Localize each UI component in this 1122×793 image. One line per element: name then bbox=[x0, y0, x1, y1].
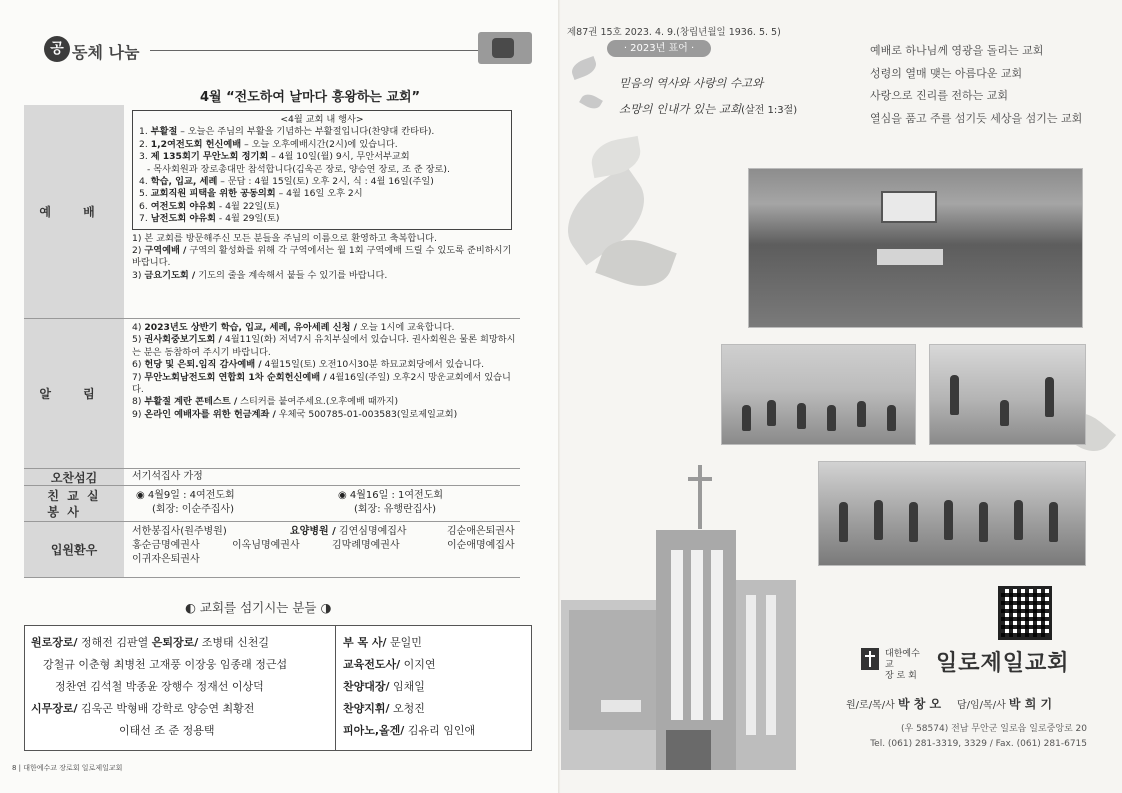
pastors bbox=[846, 695, 1052, 712]
item-title: 1,2여전도회 헌신예배 bbox=[150, 138, 242, 150]
elders-row-5: 이태선 조 준 정용택 bbox=[119, 724, 215, 737]
pastor-label: 담/임/목/사 bbox=[956, 700, 1006, 711]
item-text: – 오늘은 주님의 부활을 기념하는 부활절입니다(찬양대 칸타타). bbox=[177, 126, 435, 138]
service-label: 친 교 실 봉 사 bbox=[24, 486, 124, 521]
kids-performance-photo bbox=[721, 344, 916, 445]
church-name: 일로제일교회 bbox=[936, 651, 1070, 676]
worship-note bbox=[132, 245, 520, 270]
item-number: 1. bbox=[139, 126, 151, 138]
minister-row bbox=[343, 676, 528, 698]
item-title: 제 135회기 무안노회 정기회 bbox=[150, 151, 269, 163]
leaf-icon bbox=[588, 136, 643, 178]
lunch-row bbox=[24, 469, 520, 486]
minister-name: 문일민 bbox=[386, 636, 422, 649]
notice-list bbox=[128, 319, 520, 421]
elder-title: 시무장로/ bbox=[31, 702, 78, 715]
figure bbox=[979, 502, 988, 542]
item-title: 무안노회남전도회 연합회 1차 순회헌신예배 / bbox=[144, 371, 327, 383]
minister-name: 이지연 bbox=[400, 658, 436, 671]
figure bbox=[887, 405, 896, 431]
worship-notes bbox=[128, 233, 520, 283]
item-text: 4월15일(토) 오전10시30분 하묘교회당에서 있습니다. bbox=[261, 359, 485, 371]
item-text: – 4월 16일 오후 2시 bbox=[275, 188, 363, 200]
elders-row-1 bbox=[31, 632, 336, 654]
ministers-list bbox=[343, 632, 528, 742]
projection-screen bbox=[881, 191, 937, 223]
item-title: 여전도회 야유회 bbox=[150, 200, 217, 212]
figure bbox=[839, 502, 848, 542]
event-item bbox=[139, 126, 505, 138]
figure bbox=[909, 502, 918, 542]
motto-line-1: 믿음의 역사와 사랑의 수고와 bbox=[619, 76, 764, 90]
item-number: 3) bbox=[132, 269, 145, 281]
figure bbox=[742, 405, 751, 431]
events-list bbox=[139, 126, 505, 225]
slogan: 사랑으로 진리를 전하는 교회 bbox=[870, 89, 1009, 102]
denomination-line-2: 장 로 회 bbox=[885, 671, 917, 681]
notice-item bbox=[132, 396, 520, 408]
item-title: 2023년도 상반기 학습, 입교, 세례, 유아세례 신청 / bbox=[144, 322, 358, 333]
lunch-value: 서기석집사 가정 bbox=[132, 471, 203, 482]
worship-content bbox=[128, 105, 520, 282]
section-title: 동체 나눔 bbox=[72, 43, 140, 62]
minister-title: 찬양대장/ bbox=[343, 680, 390, 693]
minister-title: 교육전도사/ bbox=[343, 658, 401, 671]
figure bbox=[797, 403, 806, 429]
motto-reference: (살전 1:3절) bbox=[741, 105, 798, 116]
figure bbox=[767, 400, 776, 426]
item-text: – 오늘 오후예배시간(2시)에 있습니다. bbox=[241, 138, 398, 150]
qr-code[interactable] bbox=[998, 586, 1052, 640]
service-a bbox=[136, 489, 235, 517]
event-item bbox=[139, 176, 505, 188]
slogan: 예배로 하나님께 영광을 돌리는 교회 bbox=[870, 44, 1044, 57]
worship-note bbox=[132, 233, 520, 245]
item-title: 구역예배 / bbox=[144, 245, 187, 257]
item-title: 학습, 입교, 세례 bbox=[150, 176, 218, 188]
figure bbox=[874, 500, 883, 540]
hospital-patient: 김막례명예권사 bbox=[332, 540, 400, 551]
hospital-list bbox=[128, 522, 520, 570]
motto bbox=[619, 70, 797, 124]
denomination-line-1: 대한예수교 bbox=[885, 649, 920, 670]
right-page bbox=[561, 0, 1122, 793]
item-number: 8) bbox=[132, 396, 145, 408]
item-text: - 4월 22일(토) bbox=[216, 200, 280, 212]
item-number: 6) bbox=[132, 359, 145, 371]
elders-row-3: 정찬연 김석철 박종윤 장행수 정재선 이상덕 bbox=[55, 680, 264, 693]
staff-divider bbox=[335, 626, 336, 750]
elder-names: 정해전 김판열 bbox=[77, 636, 152, 649]
item-title: 교회직원 피택을 위한 공동의회 bbox=[150, 188, 276, 200]
figure bbox=[1049, 502, 1058, 542]
item-text: 오늘 1시에 교육합니다. bbox=[357, 322, 455, 333]
item-text: 기도의 줄을 계속해서 붙들 수 있기를 바랍니다. bbox=[195, 269, 388, 281]
slogans bbox=[870, 40, 1082, 130]
address: (우 58574) 전남 무안군 일로읍 일로중앙로 20 bbox=[901, 724, 1087, 734]
elders-row-2: 강철규 이춘형 최병천 고재풍 이장웅 임종래 정근섭 bbox=[43, 658, 288, 671]
event-item bbox=[139, 188, 505, 200]
motto-badge: · 2023년 표어 · bbox=[607, 40, 711, 57]
item-text: 본 교회를 방문해주신 모든 분들을 주님의 이름으로 환영하고 축복합니다. bbox=[144, 232, 437, 244]
hospital-row bbox=[24, 522, 520, 578]
motto-line-2 bbox=[619, 96, 797, 124]
service-content bbox=[128, 486, 520, 515]
item-number: 2. bbox=[139, 138, 151, 150]
elder-names: 김욱곤 박형배 강학로 양승연 최황전 bbox=[77, 702, 255, 715]
notice-item bbox=[132, 334, 520, 359]
item-title: 남전도회 야유회 bbox=[150, 213, 217, 225]
minister-name: 임채일 bbox=[389, 680, 425, 693]
item-number: 6. bbox=[139, 200, 151, 212]
minister-title: 피아노,올겐/ bbox=[343, 724, 405, 737]
page-footer: 8 | 대한예수교 장로회 일로제일교회 bbox=[12, 764, 123, 772]
motto-line-2-text: 소망의 인내가 있는 교회 bbox=[619, 102, 742, 116]
notice-item bbox=[132, 322, 520, 334]
hospital-patient: 홍순금명예권사 bbox=[132, 540, 200, 551]
item-text: – 4월 10일(월) 9시, 무안서부교회 bbox=[268, 151, 410, 163]
event-item bbox=[139, 151, 505, 163]
notice-item bbox=[132, 359, 520, 371]
minister-row bbox=[343, 698, 528, 720]
contact bbox=[849, 722, 1087, 752]
events-box bbox=[132, 110, 512, 230]
choir-dance-photo bbox=[818, 461, 1086, 566]
worship-row bbox=[24, 105, 520, 319]
item-text: 우체국 500785-01-003583(일로제일교회) bbox=[275, 408, 458, 420]
handshake-icon bbox=[478, 32, 532, 64]
event-item bbox=[139, 201, 505, 213]
church-cross-icon bbox=[861, 648, 879, 670]
minister-row bbox=[343, 654, 528, 676]
denomination bbox=[885, 649, 925, 682]
event-item bbox=[139, 139, 505, 151]
figure bbox=[1045, 377, 1054, 417]
elders-row-4 bbox=[31, 698, 336, 720]
event-item bbox=[139, 164, 505, 176]
elders-list bbox=[31, 632, 336, 742]
events-caption: <4월 교회 내 행사> bbox=[280, 114, 364, 125]
service-a-date: ◉ 4월9일 : 4여전도회 bbox=[136, 490, 235, 501]
phone-fax: Tel. (061) 281-3319, 3329 / Fax. (061) 281-6715 bbox=[870, 739, 1087, 749]
worship-label: 예 배 bbox=[24, 105, 124, 318]
hospital-group bbox=[290, 525, 407, 539]
monthly-headline: 4월 “전도하여 날마다 흥왕하는 교회” bbox=[200, 90, 421, 105]
leaf-icon bbox=[569, 56, 599, 80]
item-number: 1) bbox=[132, 232, 145, 244]
minister-title: 부 목 사/ bbox=[343, 636, 387, 649]
figure bbox=[950, 375, 959, 415]
item-text: - 목사회원과 장로총대만 참석합니다(김욱곤 장로, 양승연 장로, 조 준 장로). bbox=[147, 163, 450, 175]
service-a-head: (회장: 이순주집사) bbox=[152, 504, 234, 515]
issue-info: 제87권 15호 2023. 4. 9.(창립년월일 1936. 5. 5) bbox=[567, 27, 781, 38]
pastor-name: 박 희 기 bbox=[1008, 697, 1053, 711]
event-item bbox=[139, 213, 505, 225]
worship-photo bbox=[748, 168, 1083, 328]
hospital-patient: 이귀자은퇴권사 bbox=[132, 554, 200, 565]
hospital-line-1 bbox=[132, 525, 516, 539]
figure bbox=[857, 401, 866, 427]
elder-names: 조병태 신천길 bbox=[198, 636, 270, 649]
notice-item bbox=[132, 372, 520, 397]
figure bbox=[1000, 400, 1009, 426]
item-title: 온라인 예배자를 위한 헌금계좌 / bbox=[144, 408, 276, 420]
pastor-label: 원/로/목/사 bbox=[846, 700, 895, 711]
service-row bbox=[24, 486, 520, 522]
minister-title: 찬양지휘/ bbox=[343, 702, 390, 715]
section-badge: 공 bbox=[44, 36, 70, 62]
item-title: 헌당 및 은퇴.임직 감사예배 / bbox=[144, 359, 262, 371]
leaf-icon bbox=[579, 91, 603, 112]
elder-title: 은퇴장로/ bbox=[151, 636, 199, 649]
hospital-patient: 김연심명예집사 bbox=[335, 526, 407, 537]
item-number: 2) bbox=[132, 245, 145, 257]
hospital-patient: 서한봉집사(원주병원) bbox=[132, 526, 227, 537]
staff-box bbox=[24, 625, 532, 751]
elder-title: 원로장로/ bbox=[31, 636, 78, 649]
notice-item bbox=[132, 409, 520, 421]
figure bbox=[1014, 500, 1023, 540]
minister-row bbox=[343, 720, 528, 742]
service-b-date: ◉ 4월16일 : 1여전도회 bbox=[338, 490, 444, 501]
item-text: 스티커를 붙여주세요.(오후예배 때까지) bbox=[237, 396, 399, 408]
service-b bbox=[338, 489, 443, 517]
item-number: 4) bbox=[132, 322, 145, 333]
item-text: - 4월 29일(토) bbox=[216, 213, 280, 225]
worship-note bbox=[132, 270, 520, 282]
slogan: 열심을 품고 주를 섬기듯 세상을 섬기는 교회 bbox=[870, 111, 1083, 125]
performance-photo bbox=[929, 344, 1086, 445]
section-divider bbox=[150, 50, 480, 51]
item-text: 4월11일(화) 저녁7시 유치부실에서 있습니다. 권사회원은 물론 희망하시는 분은 동참하여 주시기 바랍니다. bbox=[132, 334, 516, 358]
item-number: 9) bbox=[132, 408, 145, 420]
section-header bbox=[24, 30, 512, 68]
item-text: 4월16일(주일) 오후2시 망운교회에서 있습니다. bbox=[132, 371, 511, 396]
item-number: 5. bbox=[139, 188, 151, 200]
item-title: 부활절 계란 콘테스트 / bbox=[144, 396, 238, 408]
minister-name: 오청진 bbox=[389, 702, 425, 715]
minister-row bbox=[343, 632, 528, 654]
notice-label: 알 림 bbox=[24, 319, 124, 468]
item-number: 3. bbox=[139, 151, 151, 163]
pastor-name: 박 창 오 bbox=[897, 697, 942, 711]
hospital-group-label: 요양병원 / bbox=[290, 526, 336, 537]
hospital-label: 입원환우 bbox=[24, 522, 124, 577]
hospital-patient: 김순애은퇴권사 bbox=[447, 526, 515, 537]
item-number: 5) bbox=[132, 334, 145, 346]
item-title: 권사회중보기도회 / bbox=[144, 334, 222, 346]
hospital-patient: 이순애명예집사 bbox=[447, 540, 515, 551]
item-number: 7. bbox=[139, 213, 151, 225]
item-text: – 문답 : 4월 15일(토) 오후 2시, 식 : 4월 16일(주일) bbox=[217, 176, 434, 188]
hospital-patient: 이옥님명예권사 bbox=[232, 540, 300, 551]
church-building-illustration bbox=[561, 470, 811, 770]
item-number: 4. bbox=[139, 176, 151, 188]
hospital-line-2 bbox=[132, 539, 516, 553]
stage-banner bbox=[877, 249, 943, 265]
figure bbox=[944, 500, 953, 540]
item-number: 7) bbox=[132, 371, 145, 383]
lunch-label: 오찬섬김 bbox=[24, 469, 124, 485]
minister-name: 김유리 임인애 bbox=[404, 724, 476, 737]
notice-row bbox=[24, 319, 520, 469]
item-text: 구역의 활성화를 위해 각 구역에서는 월 1회 구역예배 드릴 수 있도록 준비하시기 바랍니다. bbox=[132, 245, 512, 269]
service-b-head: (회장: 유행란집사) bbox=[354, 504, 436, 515]
figure bbox=[827, 405, 836, 431]
staff-title: ◐ 교회를 섬기시는 분들 ◑ bbox=[185, 600, 332, 615]
item-title: 금요기도회 / bbox=[144, 269, 196, 281]
slogan: 성령의 열매 맺는 아름다운 교회 bbox=[870, 66, 1023, 80]
item-title: 부활절 bbox=[150, 126, 178, 138]
